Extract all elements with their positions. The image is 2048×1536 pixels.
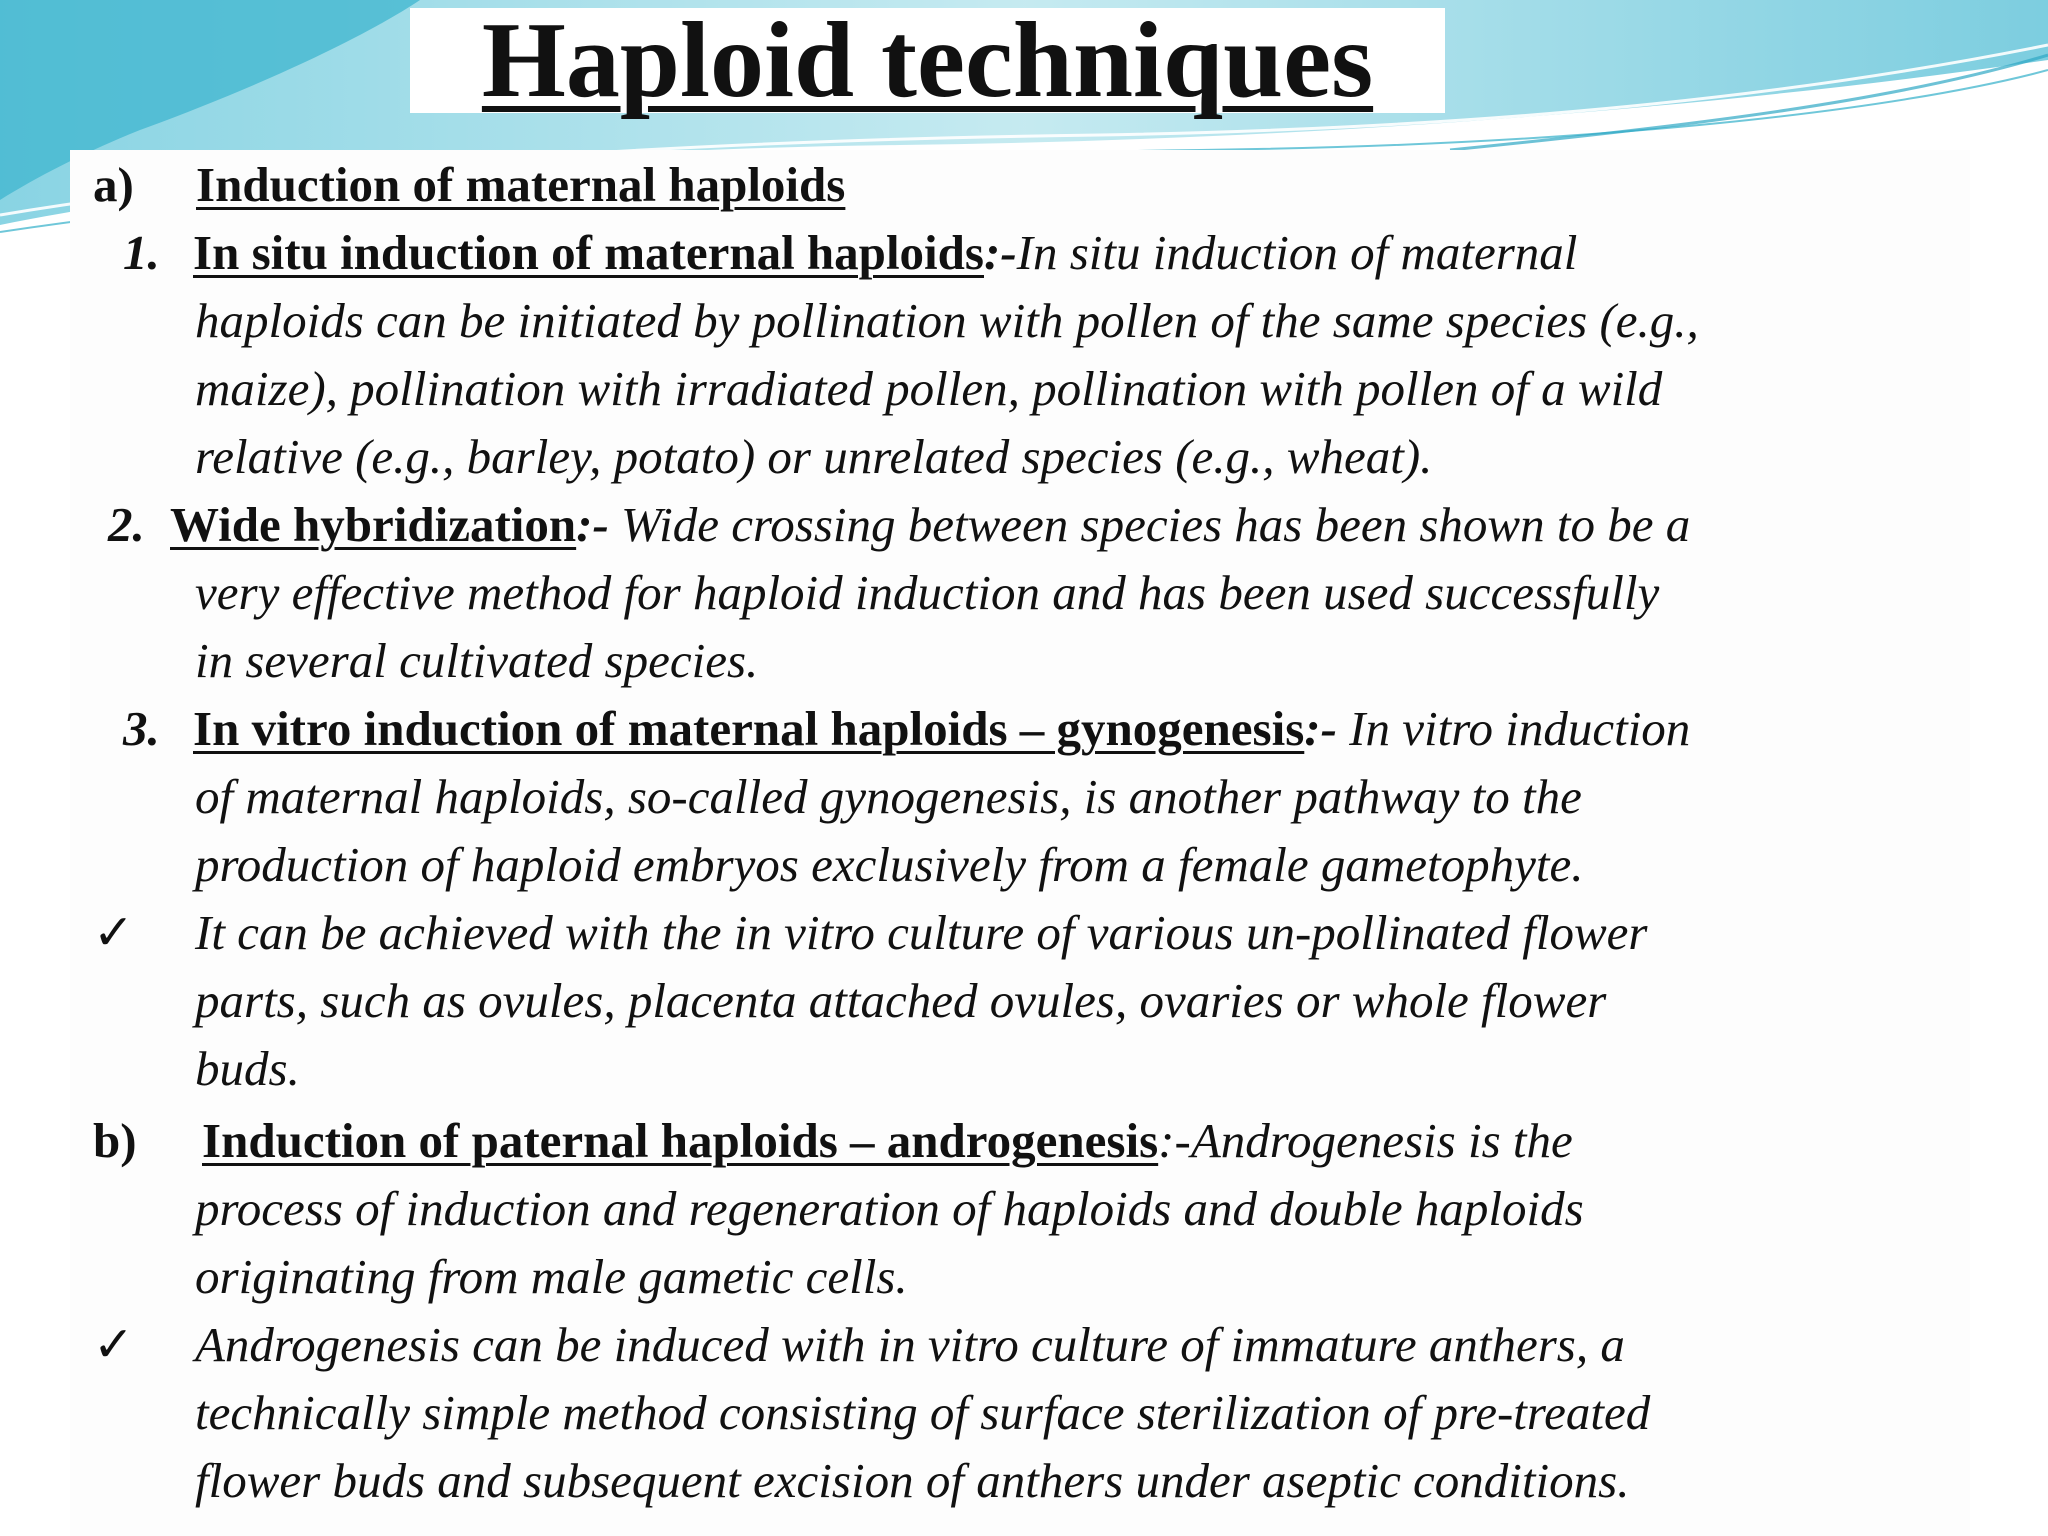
section-b-marker: b) [93, 1113, 137, 1168]
item-2-heading: Wide hybridization [170, 497, 577, 552]
item-3-text: In vitro induction [1336, 701, 1691, 756]
item-1-line-3: maize), pollination with irradiated pollen, pollination with pollen of a wild [195, 361, 1663, 416]
section-a-heading: Induction of maternal haploids [196, 157, 846, 212]
slide-title: Haploid techniques [481, 0, 1374, 120]
item-2-first-line [170, 497, 1691, 552]
item-2-line-2: very effective method for haploid induction and has been used successfully [195, 565, 1660, 620]
item-1-line-2: haploids can be initiated by pollination with pollen of the same species (e.g., [195, 293, 1699, 348]
item-3-heading: In vitro induction of maternal haploids – gynogenesis [193, 701, 1305, 756]
checkmark-icon: ✓ [93, 905, 135, 960]
item-2-text: Wide crossing between species has been shown to be a [608, 497, 1691, 552]
check-b-line-3: flower buds and subsequent excision of anthers under aseptic conditions. [195, 1453, 1630, 1508]
section-b-heading: Induction of paternal haploids – androgenesis [202, 1113, 1159, 1168]
section-b-separator: :- [1158, 1113, 1191, 1168]
item-2-line-3: in several cultivated species. [195, 633, 759, 688]
item-3-separator: :- [1304, 701, 1337, 756]
section-b-line-2: process of induction and regeneration of haploids and double haploids [195, 1181, 1584, 1236]
check-a-line-2: parts, such as ovules, placenta attached ovules, ovaries or whole flower [195, 973, 1607, 1028]
item-1-separator: :- [984, 225, 1017, 280]
section-b-text: Androgenesis is the [1190, 1113, 1573, 1168]
item-2-separator: :- [576, 497, 609, 552]
item-1-text: In situ induction of maternal [1016, 225, 1578, 280]
item-3-number: 3. [123, 701, 160, 756]
item-2-number: 2. [108, 497, 145, 552]
item-1-line-4: relative (e.g., barley, potato) or unrelated species (e.g., wheat). [195, 429, 1433, 484]
check-b-line-1: Androgenesis can be induced with in vitro culture of immature anthers, a [195, 1317, 1625, 1372]
item-1-first-line [193, 225, 1578, 280]
checkmark-icon: ✓ [93, 1317, 135, 1372]
item-3-line-2: of maternal haploids, so-called gynogenesis, is another pathway to the [195, 769, 1582, 824]
check-a-line-1: It can be achieved with the in vitro culture of various un-pollinated flower [195, 905, 1648, 960]
title-box [410, 0, 1445, 120]
item-1-number: 1. [123, 225, 160, 280]
section-b-line-3: originating from male gametic cells. [195, 1249, 908, 1304]
check-a-line-3: buds. [195, 1041, 300, 1096]
section-b-first-line [202, 1113, 1573, 1168]
section-a-marker: a) [93, 157, 134, 212]
item-1-heading: In situ induction of maternal haploids [193, 225, 984, 280]
item-3-first-line [193, 701, 1691, 756]
item-3-line-3: production of haploid embryos exclusively from a female gametophyte. [195, 837, 1584, 892]
check-b-line-2: technically simple method consisting of surface sterilization of pre-treated [195, 1385, 1651, 1440]
